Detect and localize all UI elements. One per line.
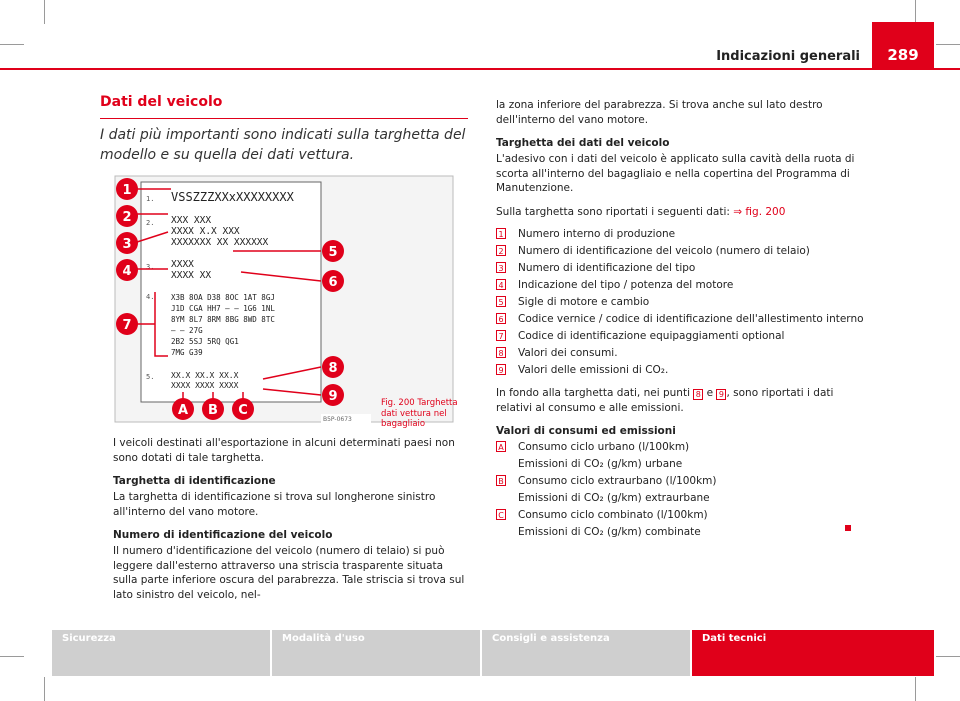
plate-line-number: 4. — [146, 293, 155, 301]
value-line: Consumo ciclo combinato (l/100km) — [518, 509, 708, 521]
right-paragraph-2 — [496, 205, 856, 220]
item-text: Valori delle emissioni di CO₂. — [518, 364, 669, 376]
value-marker: B — [496, 475, 506, 486]
plate-line: X3B 8OA D38 8OC 1AT 8GJ — [171, 293, 275, 302]
callout-7: 7 — [122, 318, 132, 333]
p3-part-c: , sono riportati i dati relativi al consumo e alle emissioni. — [496, 387, 834, 414]
item-marker: 8 — [496, 347, 506, 358]
plate-line-number: 5. — [146, 373, 155, 381]
plate-line: XX.X XX.X XX.X — [171, 371, 239, 380]
callout-8: 8 — [328, 361, 338, 376]
item-text: Numero di identificazione del veicolo (numero di telaio) — [518, 245, 810, 257]
callout-4: 4 — [122, 264, 132, 279]
value-marker: A — [496, 441, 506, 452]
callout-9: 9 — [328, 389, 338, 404]
plate-line: XXXX XX — [171, 270, 212, 281]
plate-line: J1D CGA HH7 – – 1G6 1NL — [171, 304, 275, 313]
left-heading-1: Targhetta di identificazione — [113, 475, 276, 487]
p3-part-b: e — [703, 387, 717, 399]
left-paragraph-2: Il numero d'identificazione del veicolo (numero di telaio) si può leggere dall'esterno attraverso una striscia trasparente situata sulla parte inferiore oscura del parabrezza. Tale striscia si trova sul lato sinistro del veicolo, nel- — [113, 545, 465, 601]
p3-part-a: In fondo alla targhetta dati, nei punti — [496, 387, 694, 399]
plate-line: XXX XXX — [171, 215, 212, 226]
plate-line: XXXX X.X XXX — [171, 226, 240, 237]
right-paragraph-0: la zona inferiore del parabrezza. Si trova anche sul lato destro dell'interno del vano motore. — [496, 99, 823, 126]
item-text: Sigle di motore e cambio — [518, 296, 650, 308]
section-rule — [100, 118, 468, 119]
figure-reference-link[interactable]: ⇒ fig. 200 — [733, 206, 786, 218]
crop-mark — [936, 44, 960, 45]
value-marker: C — [496, 509, 506, 520]
item-marker: 6 — [496, 313, 506, 324]
value-line: Consumo ciclo urbano (l/100km) — [518, 441, 690, 453]
right-heading-1: Targhetta dei dati del veicolo — [496, 137, 670, 149]
crop-mark — [915, 677, 916, 701]
crop-mark — [44, 0, 45, 24]
crop-mark — [936, 656, 960, 657]
item-text: Valori dei consumi. — [518, 347, 618, 359]
section-lead: I dati più importanti sono indicati sulla targhetta del modello e su quella dei dati vettura. — [100, 127, 466, 163]
header-rule — [0, 68, 960, 70]
right-paragraph-2-text: Sulla targhetta sono riportati i seguenti dati: — [496, 206, 734, 218]
item-text: Numero di identificazione del tipo — [518, 262, 696, 274]
crop-mark — [915, 0, 916, 24]
item-marker: 1 — [496, 228, 506, 239]
callout-1: 1 — [122, 183, 132, 198]
value-line: Emissioni di CO₂ (g/km) urbane — [518, 458, 683, 470]
callout-2: 2 — [122, 210, 132, 225]
right-heading-2: Valori di consumi ed emissioni — [496, 425, 676, 437]
item-text: Codice vernice / codice di identificazione dell'allestimento interno — [518, 313, 864, 325]
plate-line: 7MG G39 — [171, 348, 203, 357]
callout-5: 5 — [328, 245, 338, 260]
plate-line-number: 1. — [146, 195, 155, 203]
footer-tab-consigli[interactable]: Consigli e assistenza — [482, 630, 690, 676]
footer-tab-modalita[interactable]: Modalità d'uso — [272, 630, 480, 676]
item-marker: 4 — [496, 279, 506, 290]
figure-code: B5P-0673 — [323, 416, 352, 423]
left-intro: I veicoli destinati all'esportazione in alcuni determinati paesi non sono dotati di tale targhetta. — [113, 437, 455, 464]
item-marker: 5 — [496, 296, 506, 307]
plate-line: XXXX — [171, 259, 194, 270]
inline-marker-9: 9 — [716, 389, 726, 400]
value-line: Emissioni di CO₂ (g/km) combinate — [518, 526, 701, 538]
crop-mark — [0, 44, 24, 45]
footer-tab-dati-tecnici[interactable]: Dati tecnici — [692, 630, 934, 676]
vehicle-data-plate-figure — [113, 174, 455, 424]
left-paragraph-1: La targhetta di identificazione si trova sul longherone sinistro all'interno del vano motore. — [113, 491, 436, 518]
value-line: Consumo ciclo extraurbano (l/100km) — [518, 475, 717, 487]
plate-line: – – 27G — [171, 326, 203, 335]
item-text: Codice di identificazione equipaggiamenti optional — [518, 330, 785, 342]
item-text: Indicazione del tipo / potenza del motore — [518, 279, 734, 291]
plate-line: XXXX XXXX XXXX — [171, 381, 239, 390]
callout-3: 3 — [122, 237, 132, 252]
plate-line: 2B2 5SJ 5RQ QG1 — [171, 337, 239, 346]
header-title: Indicazioni generali — [716, 49, 860, 64]
crop-mark — [0, 656, 24, 657]
section-title: Dati del veicolo — [100, 94, 223, 110]
item-marker: 9 — [496, 364, 506, 375]
item-marker: 3 — [496, 262, 506, 273]
callout-B: B — [208, 403, 218, 418]
left-heading-2: Numero di identificazione del veicolo — [113, 529, 333, 541]
plate-line-number: 3. — [146, 263, 155, 271]
crop-mark — [44, 677, 45, 701]
item-text: Numero interno di produzione — [518, 228, 676, 240]
item-marker: 2 — [496, 245, 506, 256]
plate-line: 8YM 8L7 8RM 8BG 8WD 8TC — [171, 315, 275, 324]
value-line: Emissioni di CO₂ (g/km) extraurbane — [518, 492, 710, 504]
end-of-section-mark — [845, 525, 851, 531]
callout-C: C — [238, 403, 248, 418]
item-marker: 7 — [496, 330, 506, 341]
inline-marker-8: 8 — [693, 389, 703, 400]
figure-caption: Fig. 200 Targhetta dati vettura nel bagagliaio — [381, 398, 458, 429]
plate-line: XXXXXXX XX XXXXXX — [171, 237, 269, 248]
plate-line-number: 2. — [146, 219, 155, 227]
right-paragraph-3 — [496, 386, 856, 415]
callout-6: 6 — [328, 275, 338, 290]
footer-tab-sicurezza[interactable]: Sicurezza — [52, 630, 270, 676]
callout-A: A — [177, 403, 189, 418]
page-number: 289 — [872, 22, 934, 70]
right-paragraph-1: L'adesivo con i dati del veicolo è applicato sulla cavità della ruota di scorta all'interno del bagagliaio e nella copertina del Programma di Manutenzione. — [496, 153, 855, 194]
data-plate-illustration — [113, 174, 455, 424]
plate-line: VSSZZZXXxXXXXXXXX — [171, 190, 294, 204]
